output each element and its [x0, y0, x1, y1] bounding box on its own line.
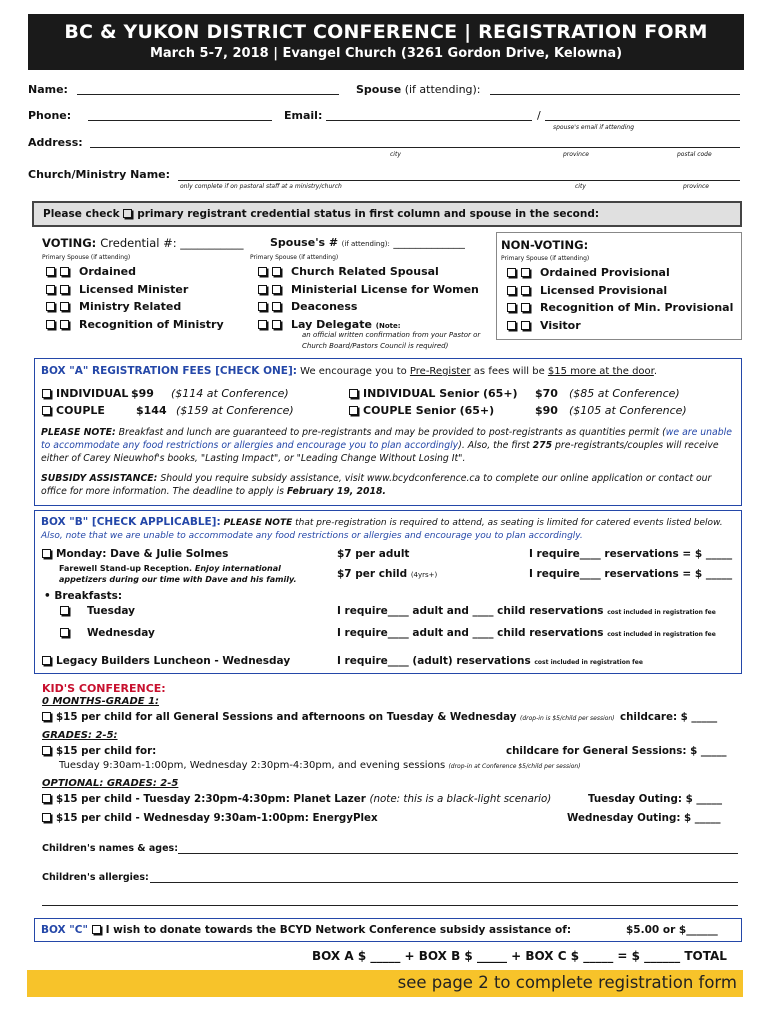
kids-grade1-care[interactable]: childcare: $ _____: [620, 711, 718, 723]
nonvoting-item[interactable]: Visitor: [507, 317, 733, 335]
nonvoting-list: [507, 264, 733, 334]
credential-instruction-bar: [32, 201, 742, 227]
footer-banner: [27, 970, 743, 997]
spouse-number-label: Spouse's #: [270, 236, 339, 249]
voting-item[interactable]: Recognition of Ministry: [46, 316, 224, 334]
fee-option[interactable]: INDIVIDUAL Senior (65+) $70 ($85 at Conference): [349, 385, 687, 402]
voting-item[interactable]: Ministerial License for Women: [258, 281, 479, 299]
breakfasts-label: • Breakfasts:: [44, 590, 123, 602]
email-separator: /: [537, 109, 541, 122]
box-a-note: PLEASE NOTE: Breakfast and lunch are guaranteed to pre-registrants and may be provided to post-registrants as quantities permit (we are unable to accommodate any food restrictions or allergies and encourage you to plan accordingly). Also, the first 275 pre-registrants/couples will receive either of Carey Nieuwhof's books, "Lasting Impact", or "Leading Change Without Losing It".: [41, 427, 732, 464]
spouse-email-field[interactable]: [545, 120, 740, 121]
voting-item[interactable]: Ordained: [46, 263, 224, 281]
monday-option[interactable]: Monday: Dave & Julie Solmes: [42, 548, 228, 560]
email-label: Email:: [284, 109, 323, 122]
phone-field[interactable]: [88, 120, 272, 121]
kids-grade2-care[interactable]: childcare for General Sessions: $ _____: [506, 745, 727, 757]
kids-grade1-option[interactable]: $15 per child for all General Sessions and afternoons on Tuesday & Wednesday (drop-in is $5/child per session): [42, 711, 615, 723]
box-c-content[interactable]: BOX "C" I wish to donate towards the BCYD Network Conference subsidy assistance of:: [41, 924, 572, 936]
church-note: only complete if on pastoral staff at a ministry/church: [180, 183, 342, 190]
church-province-hint: province: [683, 183, 709, 190]
address-city-hint: city: [390, 151, 401, 158]
spouse-number-note: (if attending):: [341, 240, 390, 248]
voting-col2-hint: Primary Spouse (if attending): [250, 254, 339, 261]
instruction-text-a: Please check: [43, 208, 120, 220]
church-city-hint: city: [575, 183, 586, 190]
spouse-note: (if attending):: [404, 83, 481, 96]
church-label: Church/Ministry Name:: [28, 168, 171, 181]
instruction-text-b: primary registrant credential status in first column and spouse in the second:: [137, 208, 600, 220]
box-b-header: BOX "B" [CHECK APPLICABLE]: PLEASE NOTE that pre-registration is required to attend, as seating is limited for catered events listed below. Also, note that we are unable to accommodate any food restrictions or allergies and encourage you to plan accordingly.: [41, 516, 723, 541]
voting-item[interactable]: Lay Delegate (Note:: [258, 316, 479, 336]
nonvoting-item[interactable]: Ordained Provisional: [507, 264, 733, 282]
nonvoting-hint: Primary Spouse (if attending): [501, 255, 590, 262]
wednesday-require[interactable]: I require____ adult and ____ child reservations cost included in registration fee: [337, 627, 716, 639]
nonvoting-item[interactable]: Recognition of Min. Provisional: [507, 299, 733, 317]
tuesday-option[interactable]: Tuesday: [60, 605, 135, 617]
checkbox-check-icon: [123, 209, 132, 218]
fee-option[interactable]: COUPLE Senior (65+) $90 ($105 at Conference): [349, 402, 687, 419]
address-postal-hint: postal code: [677, 151, 712, 158]
subsidy-note: SUBSIDY ASSISTANCE: Should you require subsidy assistance, visit www.bcydconference.ca to complete our online application or contact our office for more information. The deadline to apply is February 19, 2018.: [41, 473, 712, 497]
kids-grade2-header: GRADES: 2-5:: [42, 730, 118, 741]
monday-child-require[interactable]: I require____ reservations = $ _____: [529, 568, 733, 580]
name-field[interactable]: [77, 94, 339, 95]
kids-grade2-times: Tuesday 9:30am-1:00pm, Wednesday 2:30pm-4:30pm, and evening sessions (drop-in at Conference $5/child per session): [59, 760, 581, 771]
phone-label: Phone:: [28, 109, 72, 122]
children-names-label: Children's names & ages:: [42, 843, 178, 854]
form-subtitle: March 5-7, 2018 | Evangel Church (3261 Gordon Drive, Kelowna): [149, 46, 623, 61]
footer-text: see page 2 to complete registration form: [397, 973, 737, 992]
spouse-field[interactable]: [490, 94, 740, 95]
wednesday-outing[interactable]: Wednesday Outing: $ _____: [567, 812, 721, 824]
address-field[interactable]: [90, 147, 740, 148]
voting-item[interactable]: Deaconess: [258, 298, 479, 316]
voting-item[interactable]: Licensed Minister: [46, 281, 224, 299]
fee-option[interactable]: INDIVIDUAL $99 ($114 at Conference): [42, 385, 294, 402]
total-line[interactable]: BOX A $ _____ + BOX B $ _____ + BOX C $ _____ = $ ______ TOTAL: [312, 949, 727, 963]
children-names-field[interactable]: [178, 853, 738, 854]
kids-grade2-option[interactable]: $15 per child for:: [42, 745, 156, 757]
voting-item[interactable]: Church Related Spousal: [258, 263, 479, 281]
legacy-option[interactable]: Legacy Builders Luncheon - Wednesday: [42, 655, 290, 667]
wednesday-option[interactable]: Wednesday: [60, 627, 155, 639]
kids-title: KID'S CONFERENCE:: [42, 682, 166, 695]
form-title: BC & YUKON DISTRICT CONFERENCE | REGISTRATION FORM: [64, 21, 708, 43]
credential-number-label: Credential #: ___________: [100, 236, 244, 250]
tuesday-outing[interactable]: Tuesday Outing: $ _____: [588, 793, 723, 805]
form-header: [28, 14, 744, 70]
voting-item[interactable]: Ministry Related: [46, 298, 224, 316]
voting-list-1: [46, 263, 224, 333]
church-field[interactable]: [178, 180, 740, 181]
email-field[interactable]: [326, 120, 532, 121]
lay-delegate-note: an official written confirmation from your Pastor or Church Board/Pastors Council is required): [302, 331, 481, 350]
legacy-require[interactable]: I require____ (adult) reservations cost included in registration fee: [337, 655, 643, 667]
voting-label: VOTING:: [42, 236, 97, 250]
child-price: $7 per child (4yrs+): [337, 568, 438, 580]
spouse-label: Spouse: [356, 83, 402, 96]
planet-lazer-option[interactable]: $15 per child - Tuesday 2:30pm-4:30pm: Planet Lazer (note: this is a black-light scenario): [42, 793, 551, 805]
children-allergies-field-2[interactable]: [42, 905, 738, 906]
box-a-title: BOX "A" REGISTRATION FEES [CHECK ONE]:: [41, 365, 297, 377]
fee-options-2: [349, 385, 687, 419]
children-allergies-label: Children's allergies:: [42, 872, 149, 883]
monday-adult-require[interactable]: I require____ reservations = $ _____: [529, 548, 733, 560]
fee-options-1: [42, 385, 294, 419]
nonvoting-item[interactable]: Licensed Provisional: [507, 282, 733, 300]
address-province-hint: province: [563, 151, 589, 158]
spouse-number-blank: _____________: [393, 236, 465, 249]
name-label: Name:: [28, 83, 68, 96]
kids-grade1-header: 0 MONTHS-GRADE 1:: [42, 696, 160, 707]
address-label: Address:: [28, 136, 83, 149]
spouse-email-note: spouse's email if attending: [553, 124, 635, 131]
kids-optional-header: OPTIONAL: GRADES: 2-5: [42, 778, 179, 789]
monday-desc: Farewell Stand-up Reception. Enjoy international appetizers during our time with Dave and his family.: [59, 564, 297, 584]
adult-price: $7 per adult: [337, 548, 410, 560]
fee-option[interactable]: COUPLE $144 ($159 at Conference): [42, 402, 294, 419]
tuesday-require[interactable]: I require____ adult and ____ child reservations cost included in registration fee: [337, 605, 716, 617]
box-c-amount[interactable]: $5.00 or $______: [626, 924, 718, 936]
children-allergies-field[interactable]: [150, 882, 738, 883]
voting-col1-hint: Primary Spouse (if attending): [42, 254, 131, 261]
voting-list-2: [258, 263, 479, 335]
nonvoting-label: NON-VOTING:: [501, 238, 589, 252]
energyplex-option[interactable]: $15 per child - Wednesday 9:30am-1:00pm: EnergyPlex: [42, 812, 378, 824]
